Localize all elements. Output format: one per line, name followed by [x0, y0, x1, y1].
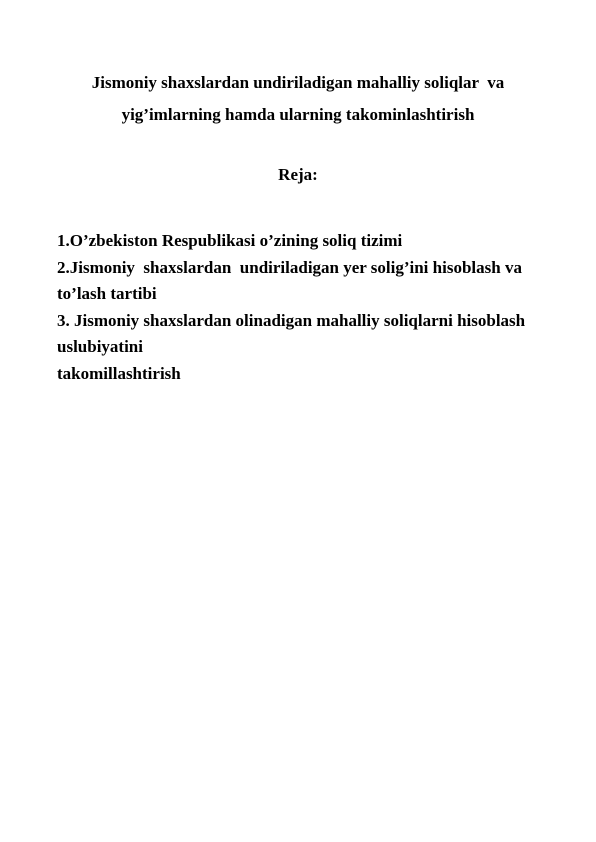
plan-item-2: 2.Jismoniy shaxslardan undiriladigan yer solig’ini hisoblash va [57, 257, 522, 277]
plan-list [57, 228, 557, 387]
plan-item-3: 3. Jismoniy shaxslardan olinadigan mahalliy soliqlarni hisoblash [57, 310, 526, 330]
plan-item-3-continuation-2: takomillashtirish [57, 363, 181, 383]
plan-item-3-continuation: uslubiyatini [57, 337, 143, 356]
plan-item-1: 1.O’zbekiston Respublikasi o’zining soliq tizimi [57, 231, 403, 250]
document-title-line-2: yig’imlarning hamda ularning takominlashtirish [121, 105, 475, 124]
plan-heading: Reja: [278, 165, 318, 184]
document-title-line-1: Jismoniy shaxslardan undiriladigan mahalliy soliqlar va [91, 73, 505, 92]
plan-item-2-continuation: to’lash tartibi [57, 284, 157, 303]
